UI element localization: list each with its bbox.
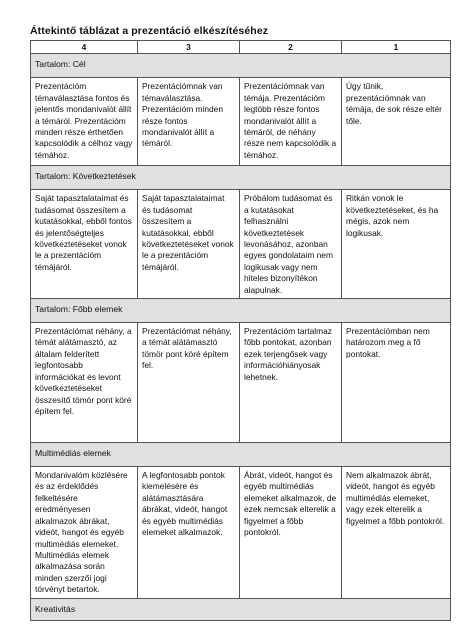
header-row — [31, 41, 451, 54]
section-row-key-points — [31, 299, 451, 323]
criteria-row — [31, 190, 451, 299]
table-cell: Úgy tűnik, prezentációmnak van témája, de sok része eltér tőle. — [342, 78, 451, 166]
column-header-2: 2 — [240, 41, 342, 54]
table-cell: Próbálom tudásomat és a kutatásokat felhasználni következtetések levonásához, azonban egyes gondolataim nem logikusak vagy nem hiteles bizonyítékon alapulnak. — [240, 190, 342, 299]
rubric-table — [30, 40, 451, 621]
table-cell: Ritkán vonok le következtetéseket, és ha mégis, azok nem logikusak. — [342, 190, 451, 299]
table-cell: Saját tapasztalataimat és tudásomat összesítem a kutatásokkal, ebből fontos és jelentőségteljes következtetéseket vonok le a prezentációm témájáról. — [31, 190, 138, 299]
section-row-purpose — [31, 54, 451, 78]
section-row-conclusions — [31, 166, 451, 190]
criteria-row — [31, 323, 451, 443]
document-title: Áttekintő táblázat a prezentáció elkészítéséhez — [30, 25, 269, 37]
table-cell: Prezentációm témaválasztása fontos és jelentős mondanivalót állít a témáról. Prezentációm minden része érthetően kapcsolódik a célhoz vagy témához. — [31, 78, 138, 166]
table-cell: Mondanivalóm közlésére és az érdeklődés felkeltésére eredményesen alkalmazok ábrákat, videót, hangot és egyéb multimédiás elemeket. Multimédiás elemek alkalmazása során minden szerzői jogi törvényt betartok. — [31, 467, 138, 598]
table-cell: Prezentációm tartalmaz főbb pontokat, azonban ezek terjengősek vagy információhiányosak lehetnek. — [240, 323, 342, 443]
section-label: Tartalom: Következtetések — [31, 166, 451, 190]
section-row-creativity — [31, 598, 451, 620]
table-cell: Prezentációmat néhány, a témát alátámasztó, az általam felderített legfontosabb információkat és levont következtetéseket összesítő tömör pont köré építem fel. — [31, 323, 138, 443]
section-label: Kreativitás — [31, 598, 451, 620]
section-label: Tartalom: Cél — [31, 54, 451, 78]
column-header-1: 1 — [342, 41, 451, 54]
column-header-4: 4 — [31, 41, 138, 54]
table-cell: Prezentációmat néhány, a témát alátámasztó tömör pont köré építem fel. — [138, 323, 240, 443]
column-header-3: 3 — [138, 41, 240, 54]
table-cell: Saját tapasztalataimat és tudásomat összesítem a kutatásokkal, ebből következtetéseket vonok le a prezentációm témájáról. — [138, 190, 240, 299]
table-cell: A legfontosabb pontok kiemelésére és alátámasztására ábrákat, videót, hangot és egyéb multimédiás elemeket alkalmazok. — [138, 467, 240, 598]
table-cell: Prezentációmnak van témája. Prezentációm legtöbb része fontos mondanivalót állít a témáról, de néhány része nem kapcsolódik a témához. — [240, 78, 342, 166]
table-cell: Prezentációmnak van témaválasztása. Prezentációm minden része fontos mondanivalót állít a témáról. — [138, 78, 240, 166]
table-cell: Ábrát, videót, hangot és egyéb multimédiás elemeket alkalmazok, de ezek nemcsak elterelik a figyelmet a főbb pontokról. — [240, 467, 342, 598]
criteria-row — [31, 467, 451, 598]
table-cell: Prezentációmban nem határozom meg a fő pontokat. — [342, 323, 451, 443]
section-label: Tartalom: Főbb elemek — [31, 299, 451, 323]
section-row-multimedia — [31, 443, 451, 467]
table-cell: Nem alkalmazok ábrát, videót, hangot és egyéb multimédiás elemeket, vagy ezek elterelik a figyelmet a főbb pontokról. — [342, 467, 451, 598]
criteria-row — [31, 78, 451, 166]
section-label: Multimédiás elemek — [31, 443, 451, 467]
